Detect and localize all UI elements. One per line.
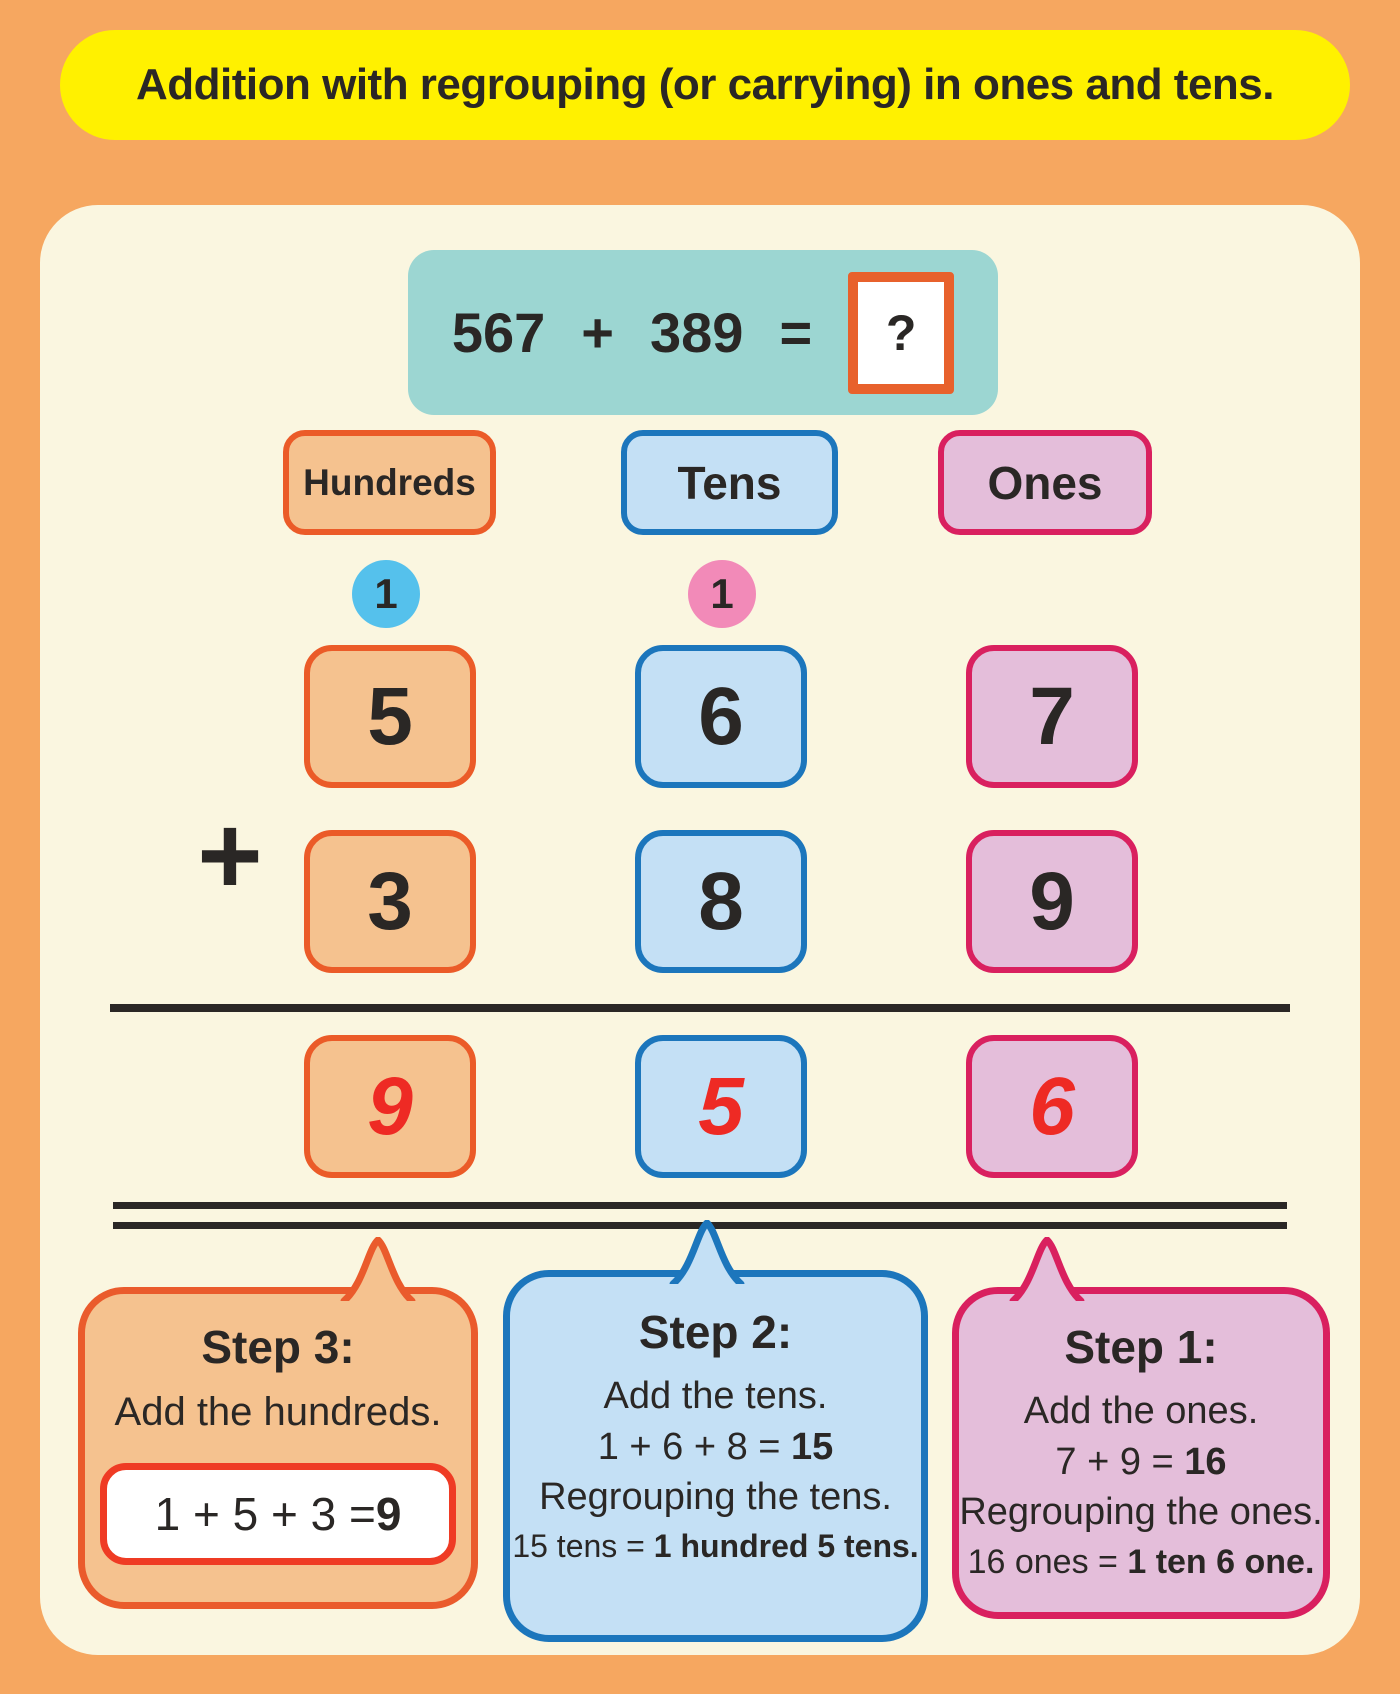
result-tens-box [635,1035,807,1178]
result-ones-box [966,1035,1138,1178]
sum-line [110,1004,1290,1012]
step2-equation: 1 + 6 + 8 = 15 [597,1425,834,1468]
step3-title: Step 3: [201,1321,355,1373]
speech-tail-icon [669,1220,745,1284]
step1-regroup-result: 16 ones = 1 ten 6 one. [967,1542,1315,1581]
addend1-tens-box [635,645,807,788]
equation-addend2: 389 [650,301,744,364]
equation-plus-sign: + [581,301,614,364]
column-header-hundreds [283,430,496,535]
equation-equals-sign: = [779,301,813,364]
answer-equation: 1 + 5 + 3 = [154,1488,376,1541]
column-header-ones [938,430,1152,535]
page-title: Addition with regrouping (or carrying) in ones and tens. [135,60,1275,109]
equation-addend1: 567 [451,301,546,364]
result-hundreds-box [304,1035,476,1178]
step3-bubble [78,1287,478,1609]
step2-title: Step 2: [638,1306,793,1358]
question-mark: ? [885,304,917,361]
step3-answer-box [100,1463,456,1565]
result-digit: 5 [698,1060,744,1152]
result-digit: 9 [367,1060,413,1152]
ones-label: Ones [987,456,1103,509]
addend1-ones-box [966,645,1138,788]
main-panel [40,205,1360,1655]
digit: 5 [367,670,413,762]
question-mark-box [848,272,954,394]
digit: 8 [698,855,744,947]
digit: 3 [367,855,413,947]
step1-bubble [952,1287,1330,1619]
plus-sign: + [197,792,263,918]
step2-instruction: Add the tens. [603,1375,828,1417]
step2-regroup-result: 15 tens = 1 hundred 5 tens. [512,1527,919,1564]
title-banner [60,30,1350,140]
carry-circle-tens [688,560,756,628]
speech-tail-icon [1009,1237,1085,1301]
addend2-hundreds-box [304,830,476,973]
carry-digit: 1 [374,570,398,617]
equation-box [408,250,998,415]
step1-title: Step 1: [1064,1321,1218,1373]
step3-instruction: Add the hundreds. [114,1390,442,1434]
step1-instruction: Add the ones. [1023,1390,1259,1432]
digit: 7 [1029,670,1075,762]
result-digit: 6 [1029,1060,1075,1152]
step2-regroup-label: Regrouping the tens. [539,1476,892,1519]
answer-value: 9 [375,1488,402,1541]
addend1-hundreds-box [304,645,476,788]
speech-tail-icon [340,1237,416,1301]
carry-circle-hundreds [352,560,420,628]
step1-regroup-label: Regrouping the ones. [959,1491,1323,1534]
carry-digit: 1 [710,570,734,617]
step2-bubble [503,1270,928,1642]
hundreds-label: Hundreds [303,461,476,503]
equals-double-line-top [113,1202,1287,1209]
column-header-tens [621,430,838,535]
addend2-tens-box [635,830,807,973]
digit: 9 [1029,855,1075,947]
tens-label: Tens [677,456,782,509]
digit: 6 [698,670,744,762]
step1-equation: 7 + 9 = 16 [1055,1440,1227,1483]
addend2-ones-box [966,830,1138,973]
